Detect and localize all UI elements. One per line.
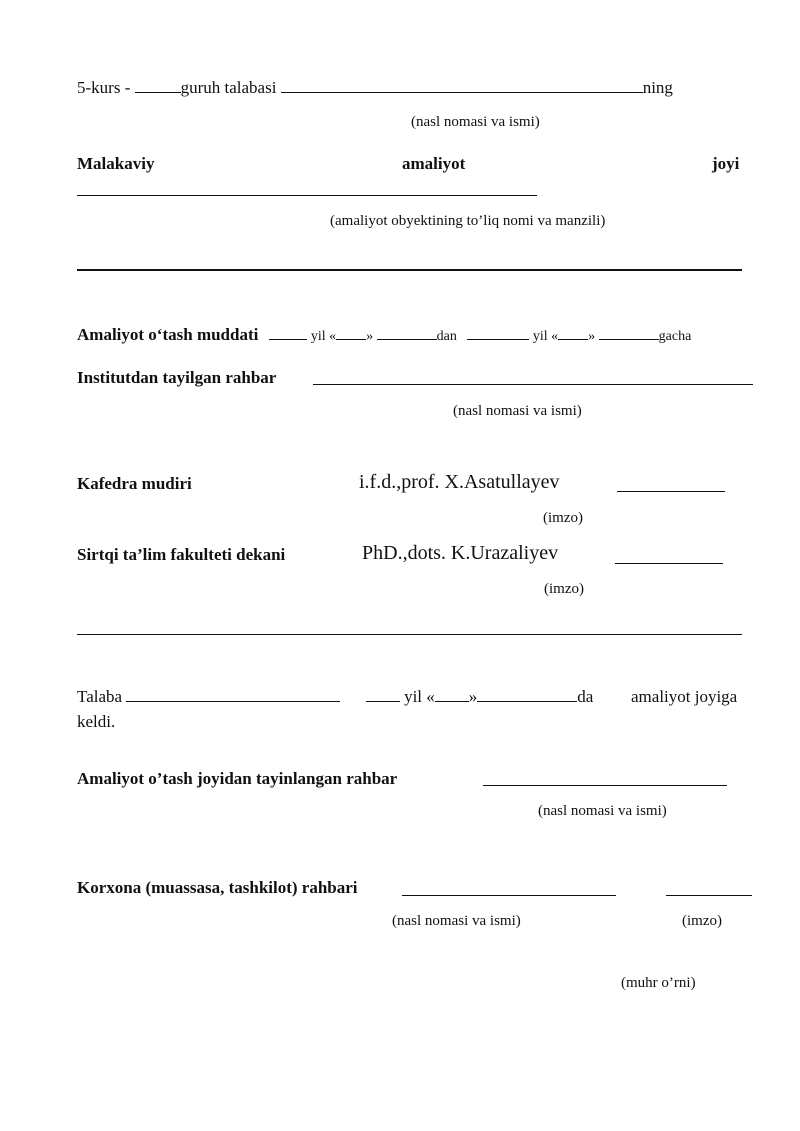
- dean-signature-blank[interactable]: [615, 563, 723, 564]
- section-divider-2: [77, 634, 742, 635]
- institute-supervisor-caption: (nasl nomasi va ismi): [453, 403, 582, 419]
- ning-suffix: ning: [642, 78, 673, 97]
- talaba-label: Talaba: [77, 687, 123, 706]
- site-supervisor-label: Amaliyot o’tash joyidan tayinlangan rahbar: [77, 769, 398, 788]
- enterprise-head-signature-caption: (imzo): [682, 913, 722, 929]
- start-year-blank[interactable]: [269, 338, 307, 340]
- end-day-blank[interactable]: [558, 338, 588, 340]
- enterprise-head-label: Korxona (muassasa, tashkilot) rahbari: [77, 878, 358, 897]
- arrival-keldi: keldi.: [77, 712, 116, 731]
- practice-place-caption: (amaliyot obyektining to’liq nomi va manzili): [330, 213, 606, 229]
- section-divider-1: [77, 269, 742, 271]
- department-head-label: Kafedra mudiri: [77, 474, 192, 493]
- start-yil: yil: [310, 329, 326, 344]
- department-head-signature-blank[interactable]: [617, 491, 725, 492]
- start-day-blank[interactable]: [336, 338, 366, 340]
- end-yil: yil: [532, 329, 548, 344]
- site-supervisor-blank[interactable]: [483, 785, 727, 786]
- student-name-caption: (nasl nomasi va ismi): [411, 114, 540, 130]
- site-supervisor-caption: (nasl nomasi va ismi): [538, 803, 667, 819]
- group-student-label: guruh talabasi: [180, 78, 277, 97]
- dean-name: PhD.,dots. K.Urazaliyev: [362, 542, 559, 564]
- institute-supervisor-blank[interactable]: [313, 384, 753, 385]
- arrival-quote-open: «: [426, 687, 435, 706]
- arrival-row: [77, 687, 593, 707]
- practice-word-malakaviy: Malakaviy: [77, 154, 155, 173]
- practice-place-blank[interactable]: [77, 195, 537, 196]
- arrival-student-name-blank[interactable]: [126, 700, 340, 702]
- group-number-blank[interactable]: [135, 91, 181, 93]
- duration-label: Amaliyot o‘tash muddati: [77, 325, 259, 344]
- department-head-signature-caption: (imzo): [543, 510, 583, 526]
- arrival-yil: yil: [404, 687, 423, 706]
- student-line: [77, 78, 673, 98]
- end-year-blank[interactable]: [467, 338, 529, 340]
- arrival-quote-close: »: [468, 687, 478, 706]
- course-prefix: 5-kurs -: [77, 78, 131, 97]
- start-quote-close: »: [366, 329, 374, 344]
- enterprise-head-name-blank[interactable]: [402, 895, 616, 896]
- duration-row: [77, 325, 691, 345]
- start-quote-open: «: [329, 329, 337, 344]
- start-month-blank[interactable]: [377, 338, 437, 340]
- arrival-tail: amaliyot joyiga: [631, 687, 738, 706]
- arrival-da: da: [577, 687, 594, 706]
- arrival-year-blank[interactable]: [366, 700, 400, 702]
- student-name-blank[interactable]: [281, 91, 643, 93]
- practice-word-joyi: joyi: [712, 154, 740, 173]
- end-quote-close: »: [588, 329, 596, 344]
- gacha-suffix: gacha: [658, 329, 692, 344]
- end-month-blank[interactable]: [599, 338, 659, 340]
- dan-suffix: dan: [436, 329, 457, 344]
- dean-label: Sirtqi ta’lim fakulteti dekani: [77, 545, 286, 564]
- enterprise-head-signature-blank[interactable]: [666, 895, 752, 896]
- dean-signature-caption: (imzo): [544, 581, 584, 597]
- arrival-month-blank[interactable]: [477, 700, 577, 702]
- practice-word-amaliyot: amaliyot: [402, 154, 466, 173]
- arrival-day-blank[interactable]: [435, 700, 469, 702]
- seal-place-caption: (muhr o’rni): [621, 975, 696, 991]
- department-head-name: i.f.d.,prof. X.Asatullayev: [359, 471, 560, 493]
- end-quote-open: «: [551, 329, 559, 344]
- institute-supervisor-label: Institutdan tayilgan rahbar: [77, 368, 277, 387]
- enterprise-head-name-caption: (nasl nomasi va ismi): [392, 913, 521, 929]
